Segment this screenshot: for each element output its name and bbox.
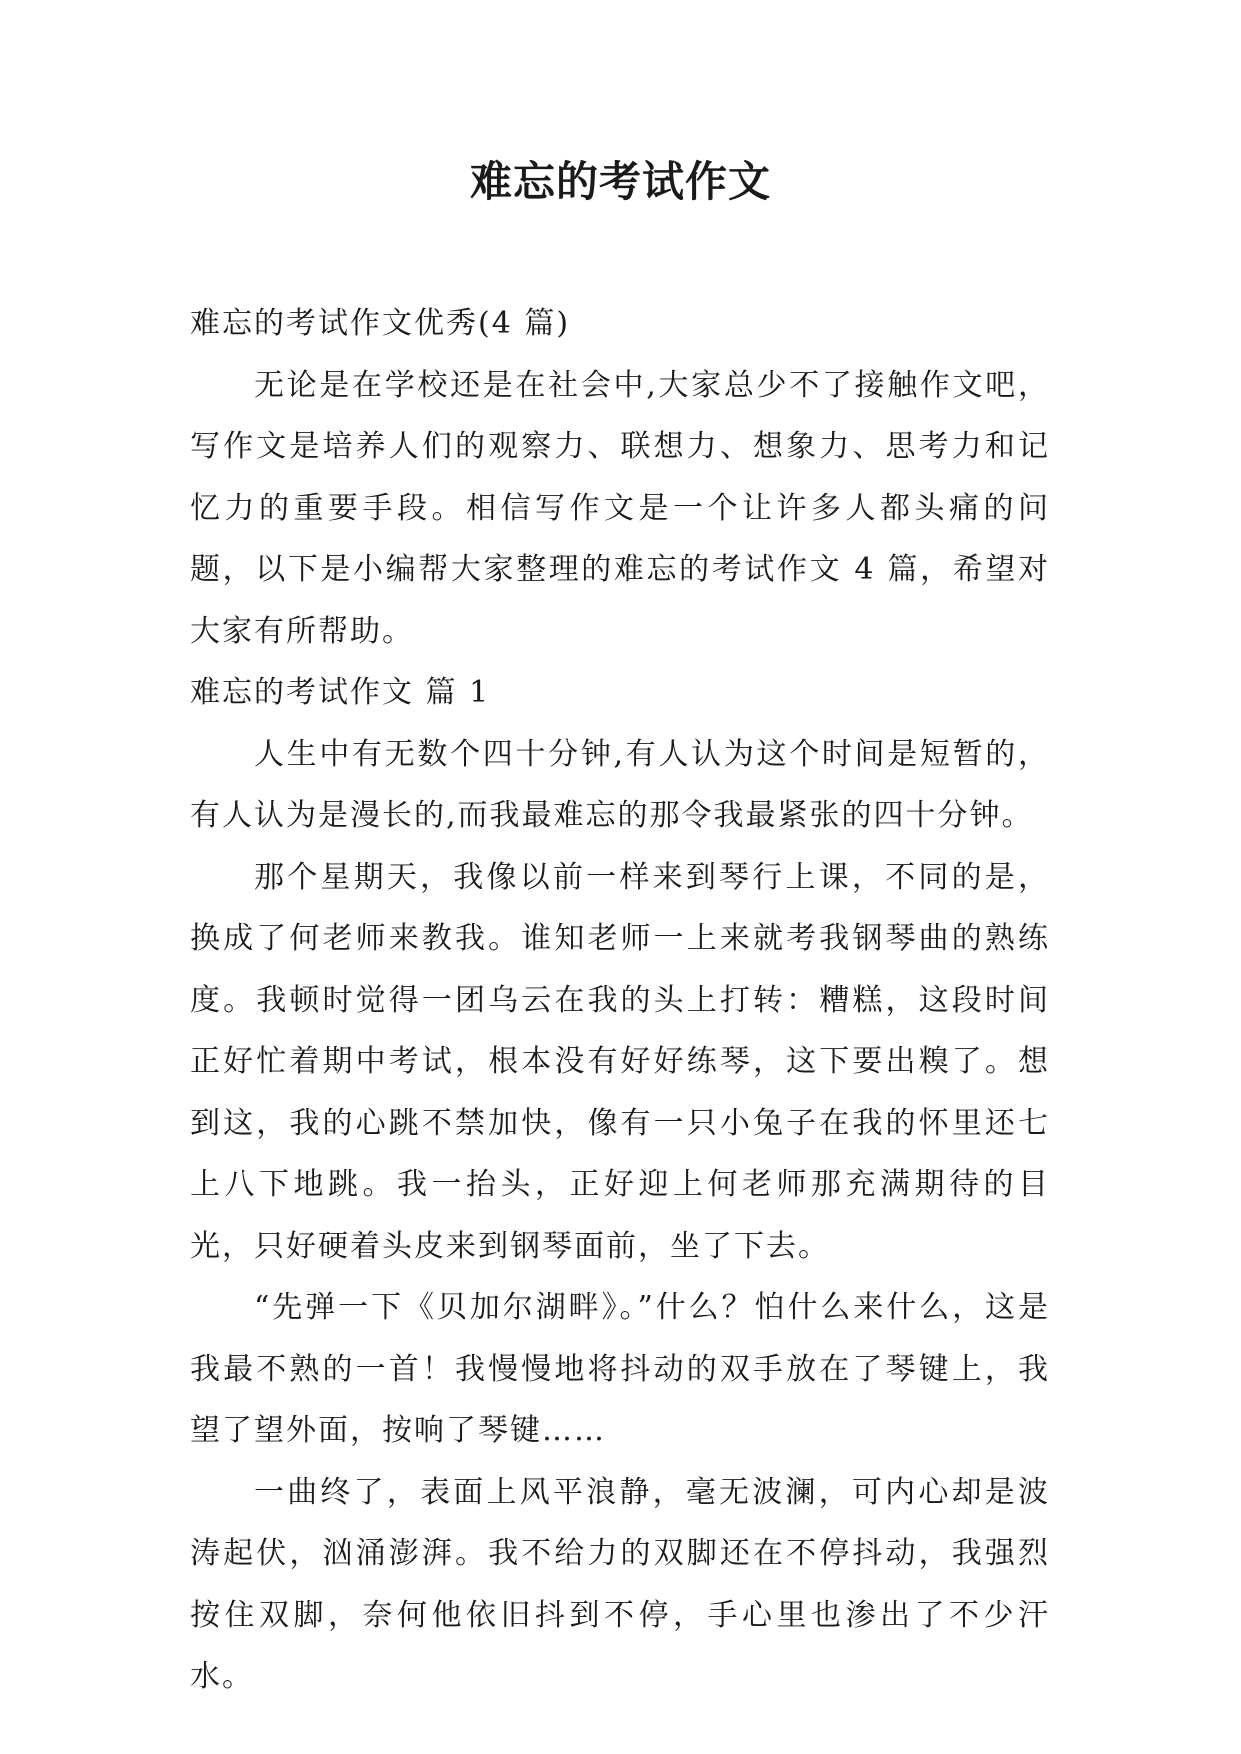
intro-paragraph: 无论是在学校还是在社会中,大家总少不了接触作文吧，写作文是培养人们的观察力、联想力、想象力、思考力和记忆力的重要手段。相信写作文是一个让许多人都头痛的问题，以下是小编帮大家整理的难忘的考试作文 4 篇，希望对大家有所帮助。 [190, 367, 1050, 649]
document-body [190, 293, 1050, 1708]
body-paragraph: 那个星期天，我像以前一样来到琴行上课，不同的是，换成了何老师来教我。谁知老师一上来就考我钢琴曲的熟练度。我顿时觉得一团乌云在我的头上打转：糟糕，这段时间正好忙着期中考试，根本没有好好练琴，这下要出糗了。想到这，我的心跳不禁加快，像有一只小兔子在我的怀里还七上八下地跳。我一抬头，正好迎上何老师那充满期待的目光，只好硬着头皮来到钢琴面前，坐了下去。 [190, 859, 1050, 1264]
body-paragraph: 人生中有无数个四十分钟,有人认为这个时间是短暂的，有人认为是漫长的,而我最难忘的那令我最紧张的四十分钟。 [190, 736, 1050, 833]
document-subtitle: 难忘的考试作文优秀(4 篇) [190, 306, 571, 341]
document-title: 难忘的考试作文 [469, 157, 771, 206]
body-paragraph: 一曲终了，表面上风平浪静，毫无波澜，可内心却是波涛起伏，汹涌澎湃。我不给力的双脚还在不停抖动，我强烈按住双脚，奈何他依旧抖到不停，手心里也渗出了不少汗水。 [190, 1474, 1050, 1694]
section-heading: 难忘的考试作文 篇 1 [190, 675, 491, 710]
body-paragraph: “先弹一下《贝加尔湖畔》。”什么？怕什么来什么，这是我最不熟的一首！我慢慢地将抖动的双手放在了琴键上，我望了望外面，按响了琴键…… [190, 1290, 1050, 1448]
